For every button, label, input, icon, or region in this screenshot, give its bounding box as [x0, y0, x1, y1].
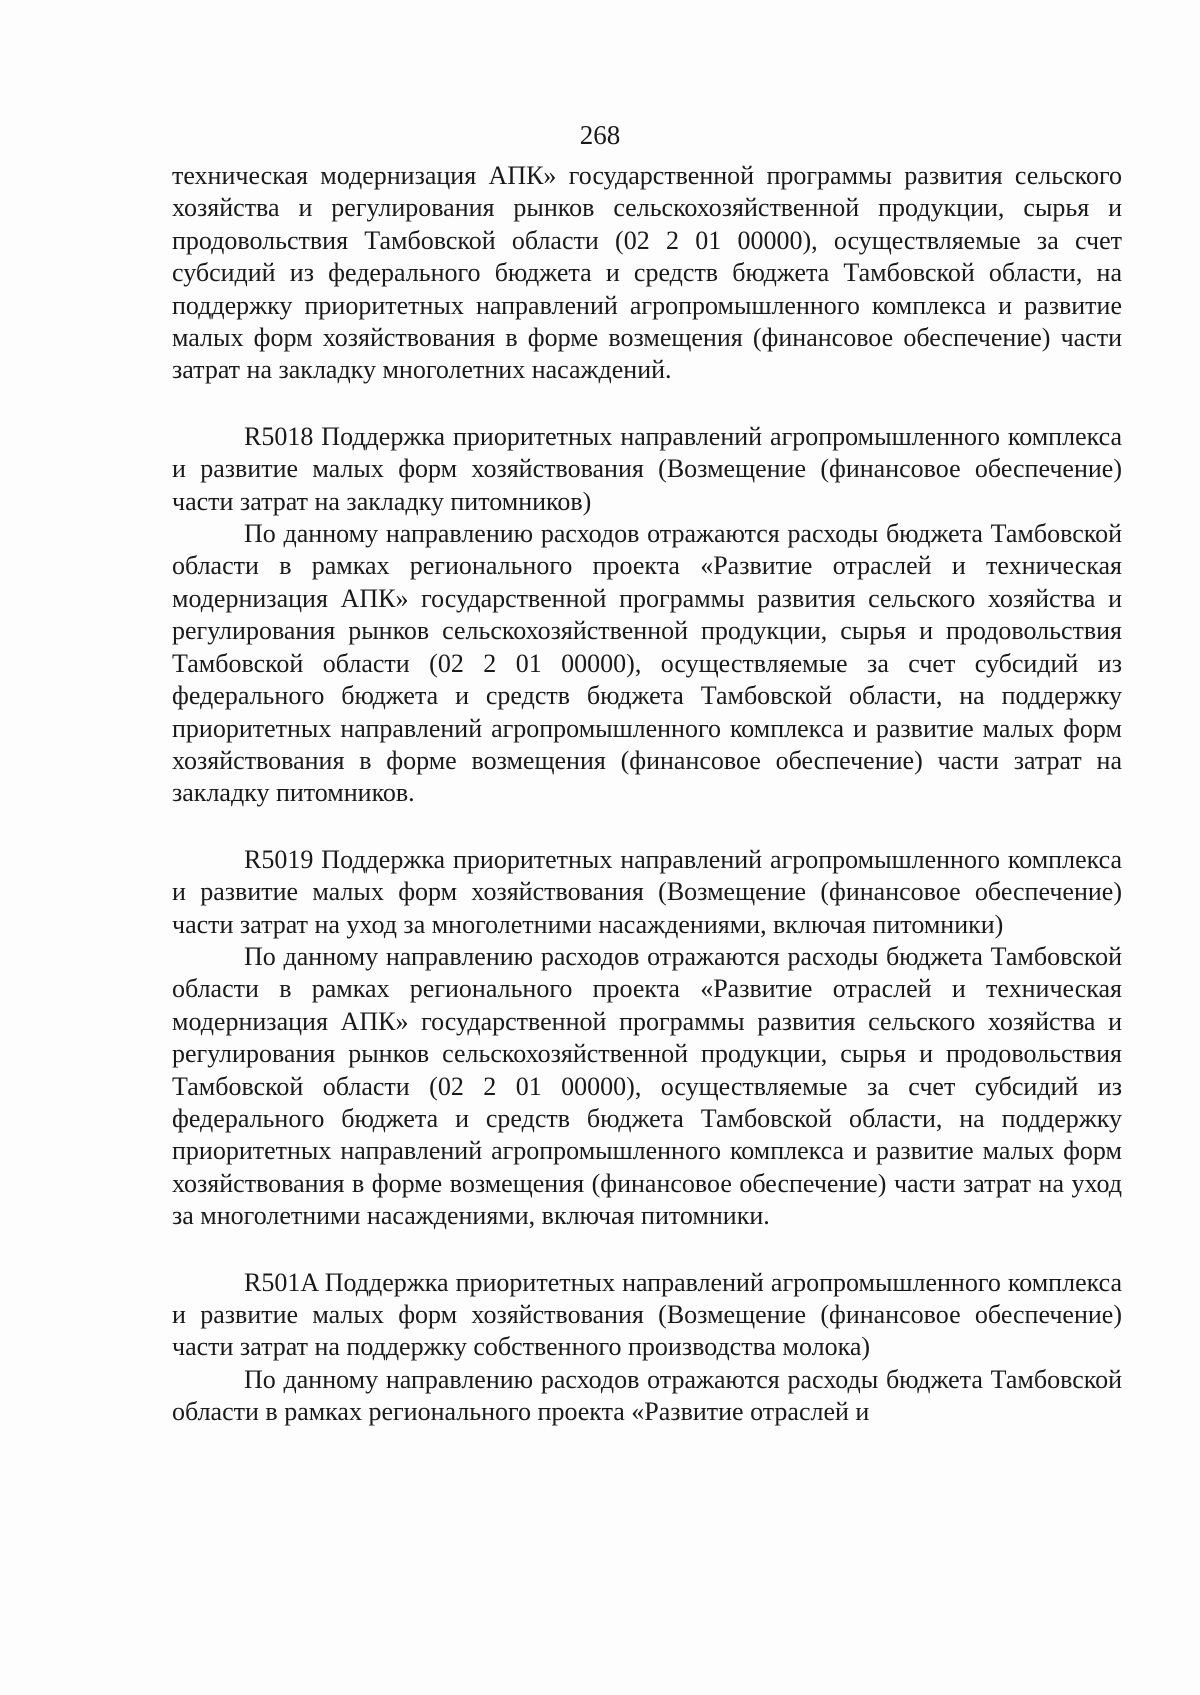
paragraph-continuation: техническая модернизация АПК» государственной программы развития сельского хозяйства и регулирования рынков сельскохозяйственной продукции, сырья и продовольствия Тамбовской области (02 2 01 00000), осуществляемые за счет субсидий из федерального бюджета и средств бюджета Тамбовской области, на поддержку приоритетных направлений агропромышленного комплекса и развитие малых форм хозяйствования в форме возмещения (финансовое обеспечение) части затрат на закладку многолетних насаждений.	[172, 161, 1122, 385]
paragraph-r5019-description: По данному направлению расходов отражаются расходы бюджета Тамбовской области в рамках регионального проекта «Развитие отраслей и техническая модернизация АПК» государственной программы развития сельского хозяйства и регулирования рынков сельскохозяйственной продукции, сырья и продовольствия Тамбовской области (02 2 01 00000), осуществляемые за счет субсидий из федерального бюджета и средств бюджета Тамбовской области, на поддержку приоритетных направлений агропромышленного комплекса и развитие малых форм хозяйствования в форме возмещения (финансовое обеспечение) части затрат на уход за многолетними насаждениями, включая питомники.	[172, 941, 1122, 1231]
document-body	[172, 160, 1122, 1429]
paragraph-r5018-description: По данному направлению расходов отражаются расходы бюджета Тамбовской области в рамках регионального проекта «Развитие отраслей и техническая модернизация АПК» государственной программы развития сельского хозяйства и регулирования рынков сельскохозяйственной продукции, сырья и продовольствия Тамбовской области (02 2 01 00000), осуществляемые за счет субсидий из федерального бюджета и средств бюджета Тамбовской области, на поддержку приоритетных направлений агропромышленного комплекса и развитие малых форм хозяйствования в форме возмещения (финансовое обеспечение) части затрат на закладку питомников.	[172, 519, 1122, 808]
section-heading-r5019: R5019 Поддержка приоритетных направлений агропромышленного комплекса и развитие малых форм хозяйствования (Возмещение (финансовое обеспечение) части затрат на уход за многолетними насаждениями, включая питомники)	[172, 844, 1122, 939]
section-heading-r501a: R501A Поддержка приоритетных направлений агропромышленного комплекса и развитие малых форм хозяйствования (Возмещение (финансовое обеспечение) части затрат на поддержку собственного производства молока)	[172, 1267, 1122, 1362]
page-number: 268	[579, 120, 621, 150]
paragraph-r501a-description: По данному направлению расходов отражаются расходы бюджета Тамбовской области в рамках регионального проекта «Развитие отраслей и	[172, 1364, 1122, 1427]
section-heading-r5018: R5018 Поддержка приоритетных направлений агропромышленного комплекса и развитие малых форм хозяйствования (Возмещение (финансовое обеспечение) части затрат на закладку питомников)	[172, 421, 1122, 516]
